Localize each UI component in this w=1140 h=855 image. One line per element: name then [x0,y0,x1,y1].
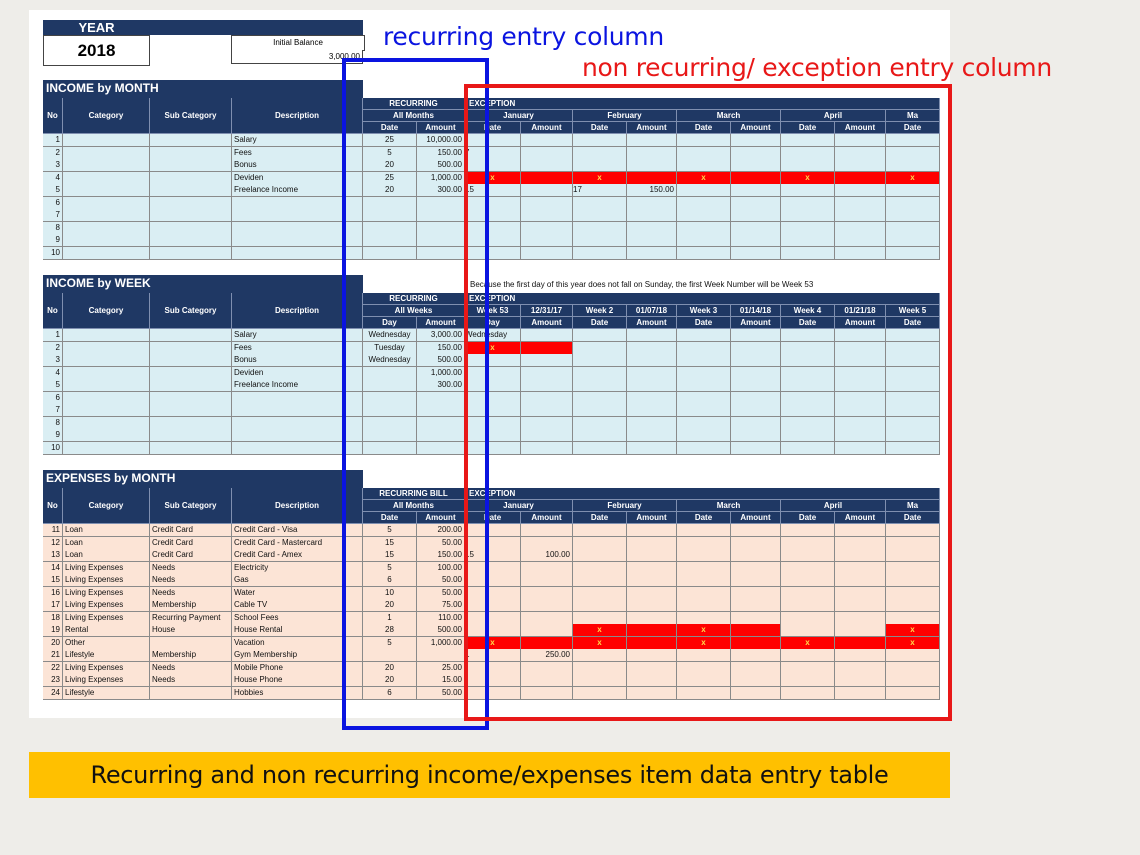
category-cell[interactable] [63,404,150,417]
header-week-2: Week 2 [573,305,627,317]
header-description: Description [232,488,363,524]
recurring-date-cell[interactable]: 6 [363,687,417,700]
header-category: Category [63,98,150,134]
recurring-date-cell[interactable]: 20 [363,159,417,172]
recurring-amount-cell[interactable]: 500.00 [417,354,465,367]
sub-category-cell[interactable]: Membership [150,649,232,662]
header-description: Description [232,293,363,329]
description-cell[interactable]: Electricity [232,562,363,575]
exception-cell[interactable]: 15 [465,549,521,562]
header-recurring-amount: Amount [417,122,465,134]
recurring-amount-cell[interactable]: 1,000.00 [417,637,465,650]
recurring-amount-cell[interactable]: 200.00 [417,524,465,537]
exception-cell[interactable]: 15 [465,184,521,197]
recurring-amount-cell[interactable]: 10,000.00 [417,134,465,147]
row-number: 13 [43,549,63,562]
category-cell[interactable]: Living Expenses [63,662,150,675]
header-exc-date: Date [781,122,835,134]
header-month-3: March [677,500,781,512]
row-number: 4 [43,172,63,185]
header-description: Description [232,98,363,134]
sub-category-cell[interactable] [150,442,232,455]
header-week-3: Week 3 [677,305,731,317]
description-cell[interactable]: Credit Card - Amex [232,549,363,562]
sub-category-cell[interactable] [150,197,232,210]
header-exc-date: Day [465,317,521,329]
recurring-date-cell[interactable]: 25 [363,134,417,147]
recurring-amount-cell[interactable]: 1,000.00 [417,367,465,380]
header-exc-amount: Amount [627,122,677,134]
header-exc-amount: Amount [731,317,781,329]
exception-column-highlight [464,84,952,721]
description-cell[interactable]: Gas [232,574,363,587]
sub-category-cell[interactable] [150,404,232,417]
description-cell[interactable]: Salary [232,134,363,147]
sub-category-cell[interactable]: Credit Card [150,549,232,562]
header-exc-date: Date [781,512,835,524]
category-cell[interactable] [63,329,150,342]
year-label: YEAR [43,20,150,35]
non-recurring-annotation: non recurring/ exception entry column [582,53,1052,82]
header-exc-date: Date [781,317,835,329]
category-cell[interactable]: Living Expenses [63,562,150,575]
row-number: 7 [43,209,63,222]
category-cell[interactable] [63,147,150,160]
row-number: 12 [43,537,63,550]
exception-flag-cell[interactable]: x [465,342,521,355]
header-month-1: January [465,500,573,512]
description-cell[interactable]: House Rental [232,624,363,637]
header-week-date-1: 12/31/17 [521,305,573,317]
category-cell[interactable] [63,134,150,147]
recurring-date-cell[interactable]: 25 [363,172,417,185]
caption-banner: Recurring and non recurring income/expenses item data entry table [29,752,950,798]
row-number: 2 [43,147,63,160]
header-exc-date: Date [465,122,521,134]
row-number: 23 [43,674,63,687]
header-month-5: Ma [886,110,940,122]
exception-flag-cell[interactable]: x [573,172,627,185]
recurring-amount-cell[interactable]: 50.00 [417,587,465,600]
row-number: 8 [43,417,63,430]
sub-category-cell[interactable]: Needs [150,587,232,600]
recurring-amount-cell[interactable]: 300.00 [417,379,465,392]
header-sub-category: Sub Category [150,293,232,329]
category-cell[interactable] [63,392,150,405]
description-cell[interactable]: Credit Card - Mastercard [232,537,363,550]
row-number: 8 [43,222,63,235]
recurring-date-cell[interactable]: 28 [363,624,417,637]
recurring-amount-cell[interactable]: 300.00 [417,184,465,197]
description-cell[interactable]: Salary [232,329,363,342]
header-week-date-2: 01/07/18 [627,305,677,317]
exception-flag-cell[interactable]: x [677,624,731,637]
category-cell[interactable] [63,184,150,197]
row-number: 19 [43,624,63,637]
description-cell[interactable]: Freelance Income [232,379,363,392]
sub-category-cell[interactable] [150,392,232,405]
category-cell[interactable]: Living Expenses [63,674,150,687]
sub-category-cell[interactable] [150,637,232,650]
description-cell[interactable]: Fees [232,147,363,160]
description-cell[interactable]: Deviden [232,172,363,185]
header-period: All Months [363,110,465,122]
recurring-date-cell[interactable]: 6 [363,574,417,587]
category-cell[interactable] [63,209,150,222]
header-exc-amount: Amount [521,512,573,524]
sub-category-cell[interactable] [150,159,232,172]
header-exc-amount: Amount [521,122,573,134]
recurring-amount-cell[interactable]: 3,000.00 [417,329,465,342]
recurring-amount-cell[interactable]: 150.00 [417,147,465,160]
sub-category-cell[interactable] [150,379,232,392]
category-cell[interactable] [63,442,150,455]
category-cell[interactable]: Loan [63,537,150,550]
sub-category-cell[interactable]: Needs [150,662,232,675]
header-exc-amount: Amount [627,317,677,329]
sub-category-cell[interactable] [150,134,232,147]
recurring-date-cell[interactable]: 5 [363,562,417,575]
sub-category-cell[interactable]: House [150,624,232,637]
recurring-date-cell[interactable]: 5 [363,637,417,650]
description-cell[interactable]: Freelance Income [232,184,363,197]
row-number: 4 [43,367,63,380]
category-cell[interactable]: Lifestyle [63,649,150,662]
header-no: No [43,98,63,134]
exception-cell[interactable]: 1 [465,649,521,662]
header-sub-category: Sub Category [150,488,232,524]
header-month-4: April [781,500,886,512]
header-period: All Weeks [363,305,465,317]
initial-balance-label: Initial Balance [231,35,365,51]
description-cell[interactable]: Fees [232,342,363,355]
recurring-date-cell[interactable]: 1 [363,612,417,625]
header-exc-date: Date [573,317,627,329]
category-cell[interactable] [63,197,150,210]
recurring-amount-cell[interactable]: 50.00 [417,537,465,550]
header-recurring-date: Day [363,317,417,329]
sub-category-cell[interactable] [150,329,232,342]
recurring-amount-cell[interactable]: 25.00 [417,662,465,675]
header-month-3: March [677,110,781,122]
sub-category-cell[interactable] [150,184,232,197]
header-no: No [43,488,63,524]
sub-category-cell[interactable] [150,687,232,700]
exception-cell[interactable]: 250.00 [521,649,573,662]
header-month-2: February [573,110,677,122]
header-exc-date: Date [677,512,731,524]
recurring-date-cell[interactable]: 20 [363,674,417,687]
recurring-date-cell[interactable]: 20 [363,599,417,612]
header-exc-amount: Amount [835,512,886,524]
sub-category-cell[interactable] [150,354,232,367]
exception-cell[interactable]: 100.00 [521,549,573,562]
recurring-amount-cell[interactable]: 50.00 [417,574,465,587]
header-week-date-4: 01/21/18 [835,305,886,317]
exception-flag-cell[interactable]: x [886,624,940,637]
category-cell[interactable]: Rental [63,624,150,637]
category-cell[interactable]: Other [63,637,150,650]
sub-category-cell[interactable] [150,147,232,160]
row-number: 18 [43,612,63,625]
description-cell[interactable]: Vacation [232,637,363,650]
exception-cell[interactable]: 7 [465,147,521,160]
header-recurring: RECURRING BILL [363,488,465,500]
category-cell[interactable] [63,342,150,355]
header-recurring-amount: Amount [417,317,465,329]
row-number: 20 [43,637,63,650]
category-cell[interactable]: Living Expenses [63,612,150,625]
header-exc-date: Date [465,512,521,524]
exception-flag-cell[interactable]: x [677,637,731,650]
category-cell[interactable] [63,234,150,247]
category-cell[interactable] [63,379,150,392]
recurring-amount-cell[interactable]: 1,000.00 [417,172,465,185]
sub-category-cell[interactable]: Membership [150,599,232,612]
category-cell[interactable]: Lifestyle [63,687,150,700]
header-category: Category [63,488,150,524]
exception-flag-cell[interactable]: x [677,172,731,185]
header-exc-amount: Amount [835,122,886,134]
header-exc-date: Date [886,122,940,134]
income-week-title: INCOME by WEEK [43,275,363,293]
description-cell[interactable]: Credit Card - Visa [232,524,363,537]
row-number: 5 [43,379,63,392]
sub-category-cell[interactable] [150,342,232,355]
header-exc-amount: Amount [835,317,886,329]
year-value[interactable]: 2018 [43,35,150,66]
exception-flag-cell[interactable]: x [781,637,835,650]
recurring-date-cell[interactable]: Wednesday [363,329,417,342]
sub-category-cell[interactable] [150,209,232,222]
exception-flag-cell[interactable]: x [573,637,627,650]
sub-category-cell[interactable] [150,234,232,247]
exception-flag-cell[interactable]: x [465,637,521,650]
row-number: 3 [43,354,63,367]
row-number: 11 [43,524,63,537]
recurring-annotation: recurring entry column [383,22,664,51]
description-cell[interactable]: Cable TV [232,599,363,612]
row-number: 6 [43,392,63,405]
header-exception: EXCEPTION [465,98,940,110]
exception-flag-cell[interactable]: x [886,637,940,650]
row-number: 9 [43,429,63,442]
description-cell[interactable]: Deviden [232,367,363,380]
category-cell[interactable] [63,429,150,442]
sub-category-cell[interactable] [150,247,232,260]
sub-category-cell[interactable] [150,417,232,430]
category-cell[interactable] [63,172,150,185]
recurring-date-cell[interactable]: 10 [363,587,417,600]
recurring-amount-cell[interactable]: 75.00 [417,599,465,612]
category-cell[interactable]: Living Expenses [63,599,150,612]
exception-cell[interactable]: 150.00 [627,184,677,197]
exception-flag-cell[interactable]: x [781,172,835,185]
row-number: 10 [43,442,63,455]
header-recurring: RECURRING [363,293,465,305]
description-cell[interactable]: House Phone [232,674,363,687]
header-exception: EXCEPTION [465,488,940,500]
sub-category-cell[interactable]: Recurring Payment [150,612,232,625]
sub-category-cell[interactable] [150,429,232,442]
expenses-month-title: EXPENSES by MONTH [43,470,363,488]
exception-flag-cell[interactable]: x [465,172,521,185]
header-exc-date: Date [886,512,940,524]
category-cell[interactable] [63,247,150,260]
row-number: 17 [43,599,63,612]
recurring-date-cell[interactable]: 20 [363,184,417,197]
recurring-date-cell[interactable]: 5 [363,147,417,160]
row-number: 1 [43,134,63,147]
description-cell[interactable]: Water [232,587,363,600]
header-month-4: April [781,110,886,122]
recurring-date-cell[interactable]: Tuesday [363,342,417,355]
row-number: 16 [43,587,63,600]
recurring-date-cell[interactable]: Wednesday [363,354,417,367]
sub-category-cell[interactable] [150,367,232,380]
recurring-amount-cell[interactable]: 500.00 [417,159,465,172]
header-month-2: February [573,500,677,512]
recurring-amount-cell[interactable]: 150.00 [417,549,465,562]
header-exc-date: Date [677,122,731,134]
header-recurring-date: Date [363,122,417,134]
recurring-date-cell[interactable]: 20 [363,662,417,675]
exception-flag-cell[interactable]: x [886,172,940,185]
header-exc-date: Date [886,317,940,329]
row-number: 5 [43,184,63,197]
exception-cell[interactable]: Wednesday [465,329,521,342]
category-cell[interactable] [63,417,150,430]
description-cell[interactable]: Gym Membership [232,649,363,662]
row-number: 14 [43,562,63,575]
description-cell[interactable]: School Fees [232,612,363,625]
row-number: 1 [43,329,63,342]
header-recurring: RECURRING [363,98,465,110]
row-number: 22 [43,662,63,675]
recurring-amount-cell[interactable]: 150.00 [417,342,465,355]
row-number: 10 [43,247,63,260]
category-cell[interactable]: Living Expenses [63,587,150,600]
category-cell[interactable] [63,367,150,380]
header-period: All Months [363,500,465,512]
header-exc-amount: Amount [731,512,781,524]
header-sub-category: Sub Category [150,98,232,134]
header-exc-date: Date [677,317,731,329]
recurring-amount-cell[interactable]: 15.00 [417,674,465,687]
initial-balance-value[interactable]: 3,000.00 [231,50,363,64]
header-exc-date: Date [573,122,627,134]
row-number: 24 [43,687,63,700]
header-exc-amount: Amount [627,512,677,524]
header-exc-amount: Amount [521,317,573,329]
header-exc-amount: Amount [731,122,781,134]
header-exc-date: Date [573,512,627,524]
header-recurring-date: Date [363,512,417,524]
description-cell[interactable]: Hobbies [232,687,363,700]
header-month-5: Ma [886,500,940,512]
sub-category-cell[interactable]: Needs [150,674,232,687]
category-cell[interactable] [63,222,150,235]
header-week-date-3: 01/14/18 [731,305,781,317]
row-number: 3 [43,159,63,172]
recurring-date-cell[interactable]: 15 [363,549,417,562]
sub-category-cell[interactable] [150,172,232,185]
sub-category-cell[interactable]: Needs [150,574,232,587]
recurring-date-cell[interactable]: 15 [363,537,417,550]
row-number: 7 [43,404,63,417]
week-number-note: Because the first day of this year does not fall on Sunday, the first Week Number will be Week 53 [470,280,814,289]
description-cell[interactable]: Mobile Phone [232,662,363,675]
header-recurring-amount: Amount [417,512,465,524]
category-cell[interactable]: Loan [63,524,150,537]
category-cell[interactable]: Loan [63,549,150,562]
recurring-amount-cell[interactable]: 500.00 [417,624,465,637]
row-number: 2 [43,342,63,355]
row-number: 6 [43,197,63,210]
category-cell[interactable] [63,159,150,172]
description-cell[interactable]: Bonus [232,159,363,172]
recurring-amount-cell[interactable]: 110.00 [417,612,465,625]
sub-category-cell[interactable] [150,222,232,235]
category-cell[interactable]: Living Expenses [63,574,150,587]
header-week-4: Week 4 [781,305,835,317]
header-month-1: January [465,110,573,122]
row-number: 21 [43,649,63,662]
sub-category-cell[interactable]: Needs [150,562,232,575]
header-week-1: Week 53 [465,305,521,317]
header-no: No [43,293,63,329]
row-number: 9 [43,234,63,247]
sub-category-cell[interactable]: Credit Card [150,537,232,550]
header-week-5: Week 5 [886,305,940,317]
recurring-date-cell[interactable]: 5 [363,524,417,537]
description-cell[interactable]: Bonus [232,354,363,367]
header-exception: EXCEPTION [465,293,940,305]
header-category: Category [63,293,150,329]
row-number: 15 [43,574,63,587]
category-cell[interactable] [63,354,150,367]
exception-cell[interactable]: 17 [573,184,627,197]
initial-balance-header [150,20,363,35]
recurring-amount-cell[interactable]: 100.00 [417,562,465,575]
exception-flag-cell[interactable]: x [573,624,627,637]
recurring-amount-cell[interactable]: 50.00 [417,687,465,700]
sub-category-cell[interactable]: Credit Card [150,524,232,537]
income-month-title: INCOME by MONTH [43,80,363,98]
